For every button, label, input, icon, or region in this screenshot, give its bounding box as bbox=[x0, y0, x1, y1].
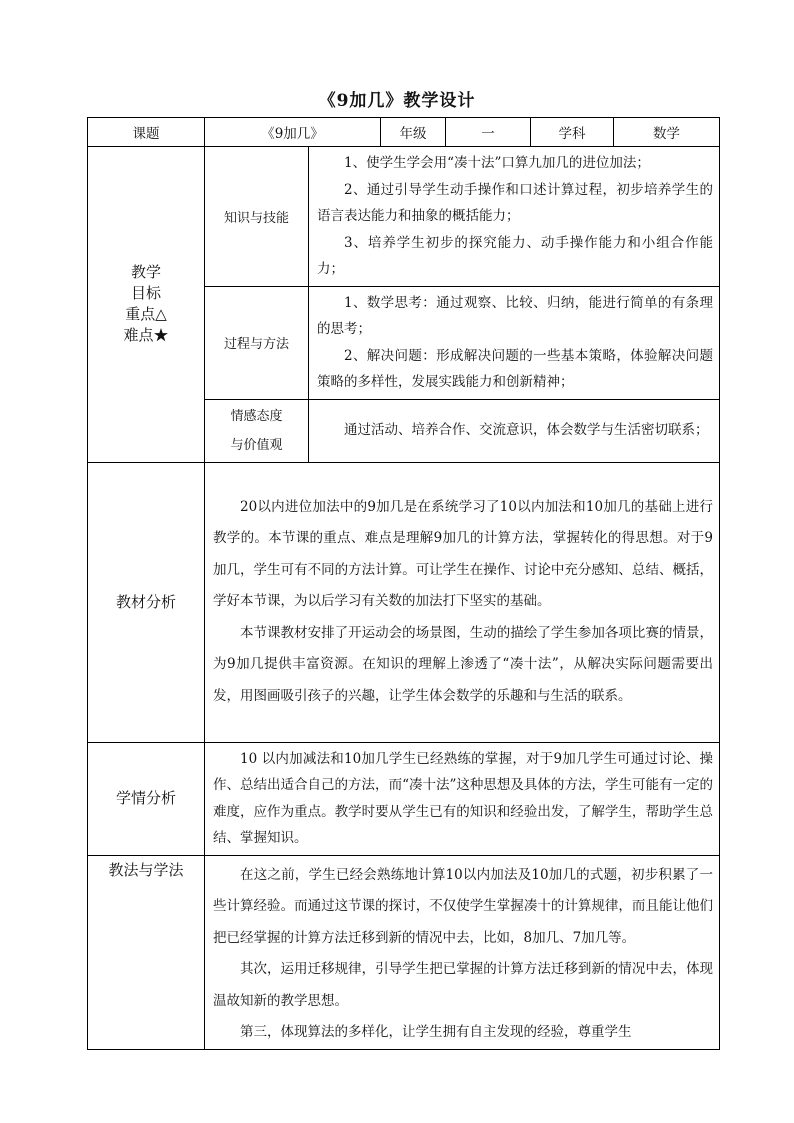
page-title: 《9加几》教学设计 bbox=[318, 91, 476, 111]
knowledge-item: 1、使学生学会用“凑十法”口算九加几的进位加法； bbox=[344, 155, 650, 171]
methods-paragraph: 其次，运用迁移规律，引导学生把已掌握的计算方法迁移到新的情况中去，体现温故知新的教学思想。 bbox=[213, 961, 713, 1009]
lesson-plan-table bbox=[87, 117, 720, 1050]
subject-label: 学科 bbox=[531, 118, 614, 147]
textbook-paragraph: 20以内进位加法中的9加几是在系统学习了10以内加法和10加几的基础上进行教学的。本节课的重点、难点是理解9加几的计算方法，掌握转化的得思想。对于9加几，学生可有不同的方法计算。可让学生在操作、讨论中充分感知、总结、概括，学好本节课，为以后学习有关数的加法打下坚实的基础。 bbox=[213, 498, 713, 610]
textbook-paragraph: 本节课教材安排了开运动会的场景图，生动的描绘了学生参加各项比赛的情景，为9加几提供丰富资源。在知识的理解上渗透了“凑十法”，从解决实际问题需要出发，用图画吸引孩子的兴趣，让学生体会数学的乐趣和与生活的联系。 bbox=[213, 624, 713, 704]
objectives-label-line: 难点★ bbox=[123, 326, 169, 345]
process-item: 1、数学思考：通过观察、比较、归纳，能进行简单的有条理的思考； bbox=[317, 294, 713, 337]
textbook-label: 教材分析 bbox=[88, 462, 205, 742]
students-label: 学情分析 bbox=[88, 742, 205, 855]
subject-value: 数学 bbox=[614, 118, 720, 147]
knowledge-item: 2、通过引导学生动手操作和口述计算过程，初步培养学生的语言表达能力和抽象的概括能力； bbox=[317, 181, 713, 224]
objectives-label-line: 教学 bbox=[130, 263, 161, 282]
emotion-item: 通过活动、培养合作、交流意识，体会数学与生活密切联系； bbox=[344, 422, 709, 439]
students-content bbox=[205, 742, 720, 855]
emotion-label bbox=[205, 399, 309, 462]
knowledge-content bbox=[309, 147, 720, 287]
emotion-label-line: 与价值观 bbox=[230, 437, 283, 453]
process-item: 2、解决问题：形成解决问题的一些基本策略，体验解决问题策略的多样性，发展实践能力和创新精神； bbox=[317, 347, 713, 390]
methods-paragraph: 第三，体现算法的多样化，让学生拥有自主发现的经验，尊重学生 bbox=[240, 1024, 632, 1040]
process-content bbox=[309, 286, 720, 399]
students-paragraph: 10 以内加减法和10加几学生已经熟练的掌握，对于9加几学生可通过讨论、操作、总结出适合自己的方法，而“凑十法”这种思想及具体的方法，学生可能有一定的难度，应作为重点。教学时要从学生已有的知识和经验出发，了解学生，帮助学生总结、掌握知识。 bbox=[213, 750, 713, 846]
textbook-content bbox=[205, 462, 720, 742]
grade-value: 一 bbox=[446, 118, 531, 147]
knowledge-item: 3、培养学生初步的探究能力、动手操作能力和小组合作能力； bbox=[317, 234, 713, 277]
grade-label: 年级 bbox=[381, 118, 446, 147]
header-row bbox=[88, 118, 720, 147]
emotion-content bbox=[309, 399, 720, 462]
knowledge-label: 知识与技能 bbox=[205, 147, 309, 287]
emotion-label-line: 情感态度 bbox=[230, 408, 283, 424]
methods-text-clip bbox=[205, 856, 719, 1049]
process-label: 过程与方法 bbox=[205, 286, 309, 399]
objectives-label-line: 重点△ bbox=[125, 305, 167, 324]
objectives-label-line: 目标 bbox=[130, 284, 161, 303]
topic-value: 《9加几》 bbox=[205, 118, 381, 147]
topic-label: 课题 bbox=[88, 118, 205, 147]
objectives-label bbox=[88, 147, 205, 463]
students-row bbox=[88, 742, 720, 855]
objectives-knowledge-row bbox=[88, 147, 720, 287]
textbook-row bbox=[88, 462, 720, 742]
methods-label: 教法与学法 bbox=[88, 855, 205, 1049]
methods-content bbox=[205, 855, 720, 1049]
methods-paragraph: 在这之前，学生已经会熟练地计算10以内加法及10加几的式题，初步积累了一些计算经验。而通过这节课的探讨，不仅使学生掌握凑十的计算规律，而且能让他们把已经掌握的计算方法迁移到新的情况中去，比如，8加几、7加几等。 bbox=[213, 866, 713, 946]
methods-row bbox=[88, 855, 720, 1049]
